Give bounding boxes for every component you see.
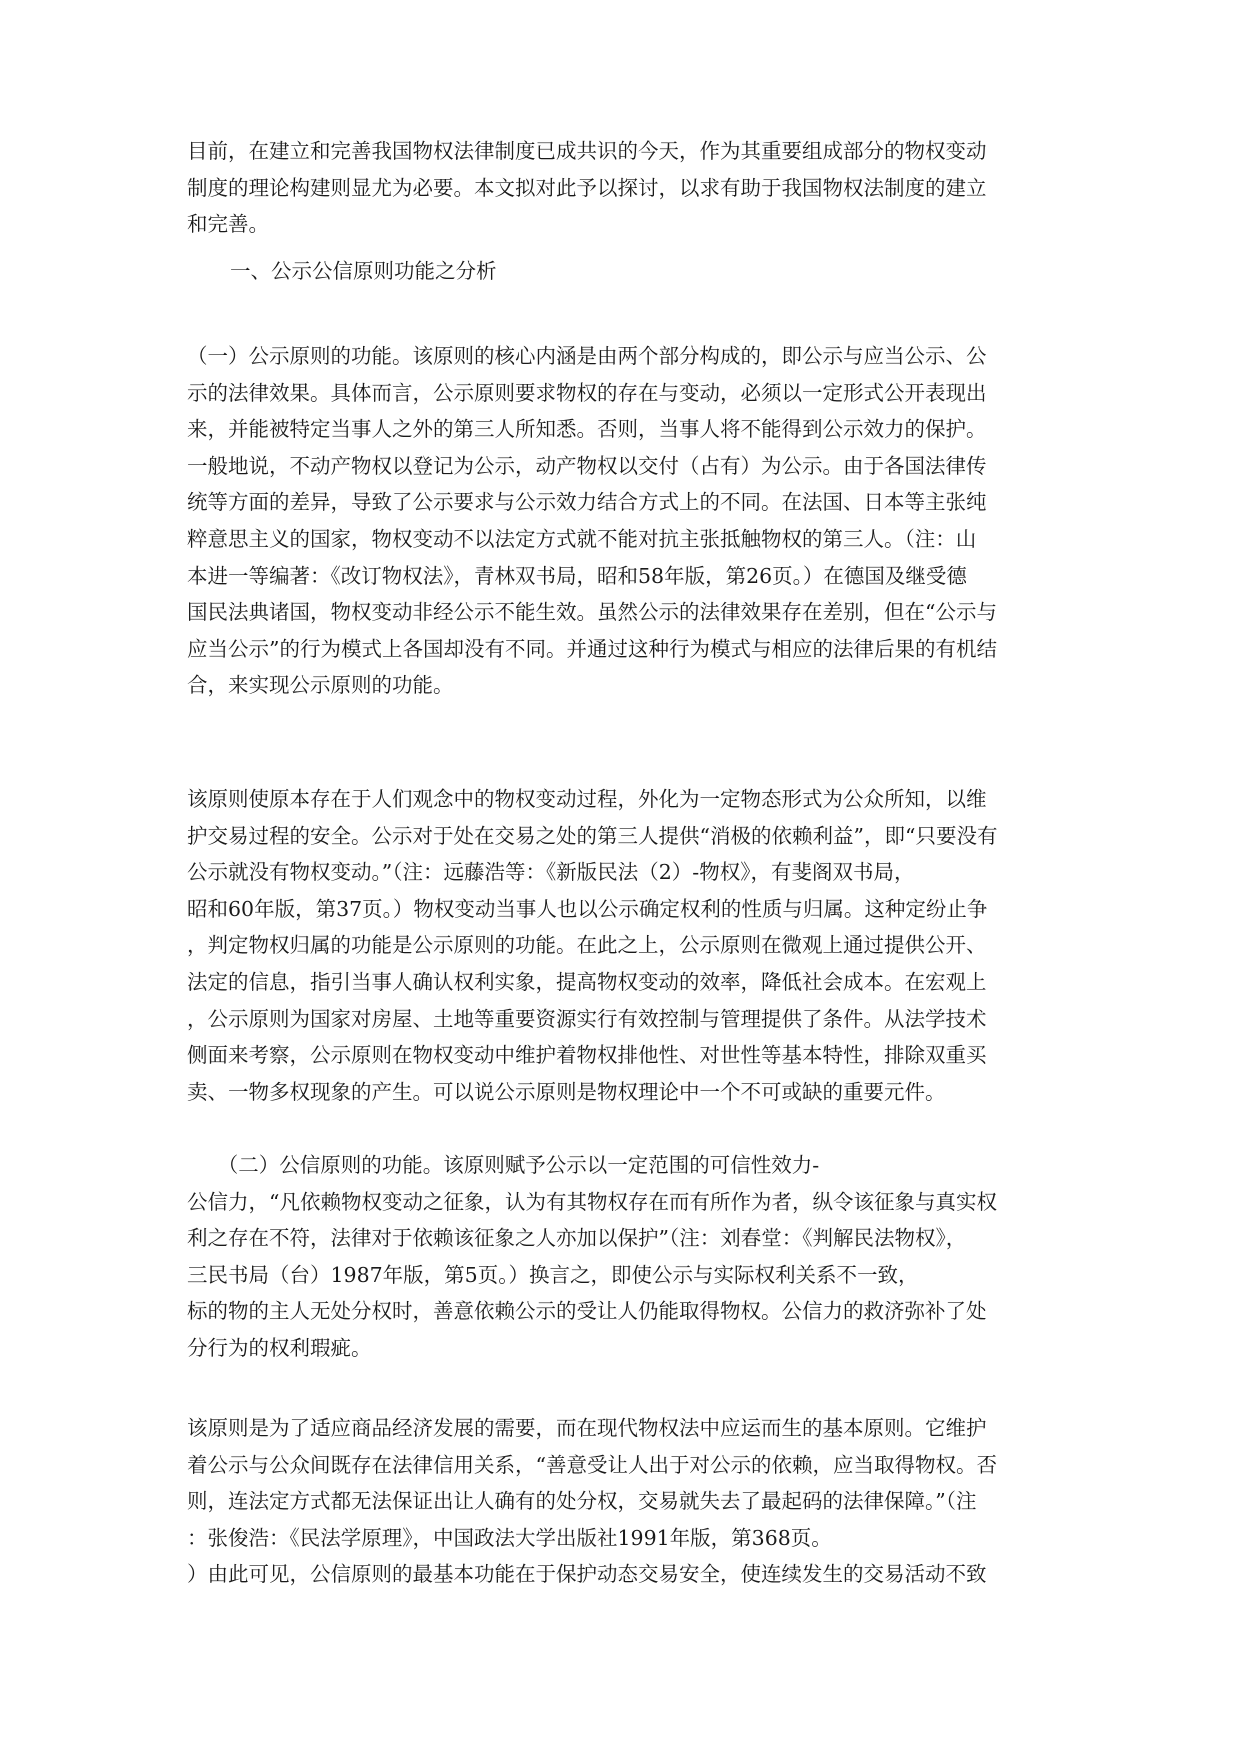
public-trust-function-paragraph xyxy=(187,1410,1053,1593)
paragraph-line: ：张俊浩：《民法学原理》，中国政法大学出版社1991年版，第368页。 xyxy=(187,1525,832,1550)
paragraph-line: 一般地说，不动产物权以登记为公示，动产物权以交付（占有）为公示。由于各国法律传 xyxy=(187,453,987,478)
public-trust-principle-paragraph xyxy=(187,1147,1053,1367)
paragraph-line: 该原则是为了适应商品经济发展的需要，而在现代物权法中应运而生的基本原则。它维护 xyxy=(187,1416,987,1440)
publicity-function-paragraph xyxy=(187,781,1053,1110)
paragraph-line: 制度的理论构建则显尤为必要。本文拟对此予以探讨，以求有助于我国物权法制度的建立 xyxy=(187,175,987,200)
paragraph-line: 三民书局（台）1987年版，第5页。）换言之，即使公示与实际权利关系不一致， xyxy=(187,1262,919,1287)
paragraph-line: 分行为的权利瑕疵。 xyxy=(187,1335,372,1360)
paragraph-line: ）由此可见，公信原则的最基本功能在于保护动态交易安全，使连续发生的交易活动不致 xyxy=(187,1562,987,1587)
paragraph-line: 法定的信息，指引当事人确认权利实象，提高物权变动的效率，降低社会成本。在宏观上 xyxy=(187,969,987,994)
paragraph-line: 应当公示”的行为模式上各国却没有不同。并通过这种行为模式与相应的法律后果的有机结 xyxy=(187,636,997,661)
paragraph-line: 侧面来考察，公示原则在物权变动中维护着物权排他性、对世性等基本特性，排除双重买 xyxy=(187,1043,987,1068)
paragraph-line: 来，并能被特定当事人之外的第三人所知悉。否则，当事人将不能得到公示效力的保护。 xyxy=(187,417,987,442)
paragraph-line: 合，来实现公示原则的功能。 xyxy=(187,673,454,698)
paragraph-line: 和完善。 xyxy=(187,212,269,237)
paragraph-line: 示的法律效果。具体而言，公示原则要求物权的存在与变动，必须以一定形式公开表现出 xyxy=(187,380,987,405)
paragraph-line: 粹意思主义的国家，物权变动不以法定方式就不能对抗主张抵触物权的第三人。（注：山 xyxy=(187,526,977,551)
paragraph-line: （二）公信原则的功能。该原则赋予公示以一定范围的可信性效力- xyxy=(187,1153,820,1177)
paragraph-line: 卖、一物多权现象的产生。可以说公示原则是物权理论中一个不可或缺的重要元件。 xyxy=(187,1079,946,1104)
paragraph-line: 国民法典诸国，物权变动非经公示不能生效。虽然公示的法律效果存在差别，但在“公示与 xyxy=(187,600,997,625)
paragraph-line: 该原则使原本存在于人们观念中的物权变动过程，外化为一定物态形式为公众所知，以维 xyxy=(187,787,987,811)
paragraph-line: 则，连法定方式都无法保证出让人确有的处分权，交易就失去了最起码的法律保障。”（注 xyxy=(187,1489,977,1514)
paragraph-line: 本进一等编著：《改订物权法》，青林双书局，昭和58年版，第26页。）在德国及继受德 xyxy=(187,563,967,588)
paragraph-line: 目前，在建立和完善我国物权法律制度已成共识的今天，作为其重要组成部分的物权变动 xyxy=(187,139,987,163)
paragraph-line: 公信力，“凡依赖物权变动之征象，认为有其物权存在而有所作为者，纵令该征象与真实权 xyxy=(187,1189,997,1214)
paragraph-line: 着公示与公众间既存在法律信用关系，“善意受让人出于对公示的依赖，应当取得物权。否 xyxy=(187,1452,997,1477)
paragraph-line: ，公示原则为国家对房屋、土地等重要资源实行有效控制与管理提供了条件。从法学技术 xyxy=(187,1006,987,1031)
paragraph-line: 利之存在不符，法律对于依赖该征象之人亦加以保护”（注：刘春堂：《判解民法物权》， xyxy=(187,1226,967,1251)
paragraph-line: 昭和60年版，第37页。）物权变动当事人也以公示确定权利的性质与归属。这种定纷止争 xyxy=(187,896,988,921)
publicity-principle-paragraph xyxy=(187,338,1053,704)
paragraph-line: （一）公示原则的功能。该原则的核心内涵是由两个部分构成的，即公示与应当公示、公 xyxy=(187,344,987,368)
paragraph-line: 公示就没有物权变动。”（注：远藤浩等：《新版民法（2）-物权》，有斐阁双书局， xyxy=(187,860,915,885)
paragraph-line: ，判定物权归属的功能是公示原则的功能。在此之上，公示原则在微观上通过提供公开、 xyxy=(187,933,987,958)
section-heading: 一、公示公信原则功能之分析 xyxy=(230,259,497,283)
intro-paragraph xyxy=(187,133,1053,243)
paragraph-line: 统等方面的差异，导致了公示要求与公示效力结合方式上的不同。在法国、日本等主张纯 xyxy=(187,490,987,515)
paragraph-line: 标的物的主人无处分权时，善意依赖公示的受让人仍能取得物权。公信力的救济弥补了处 xyxy=(187,1299,987,1324)
paragraph-line: 护交易过程的安全。公示对于处在交易之处的第三人提供“消极的依赖利益”，即“只要没有 xyxy=(187,823,998,848)
